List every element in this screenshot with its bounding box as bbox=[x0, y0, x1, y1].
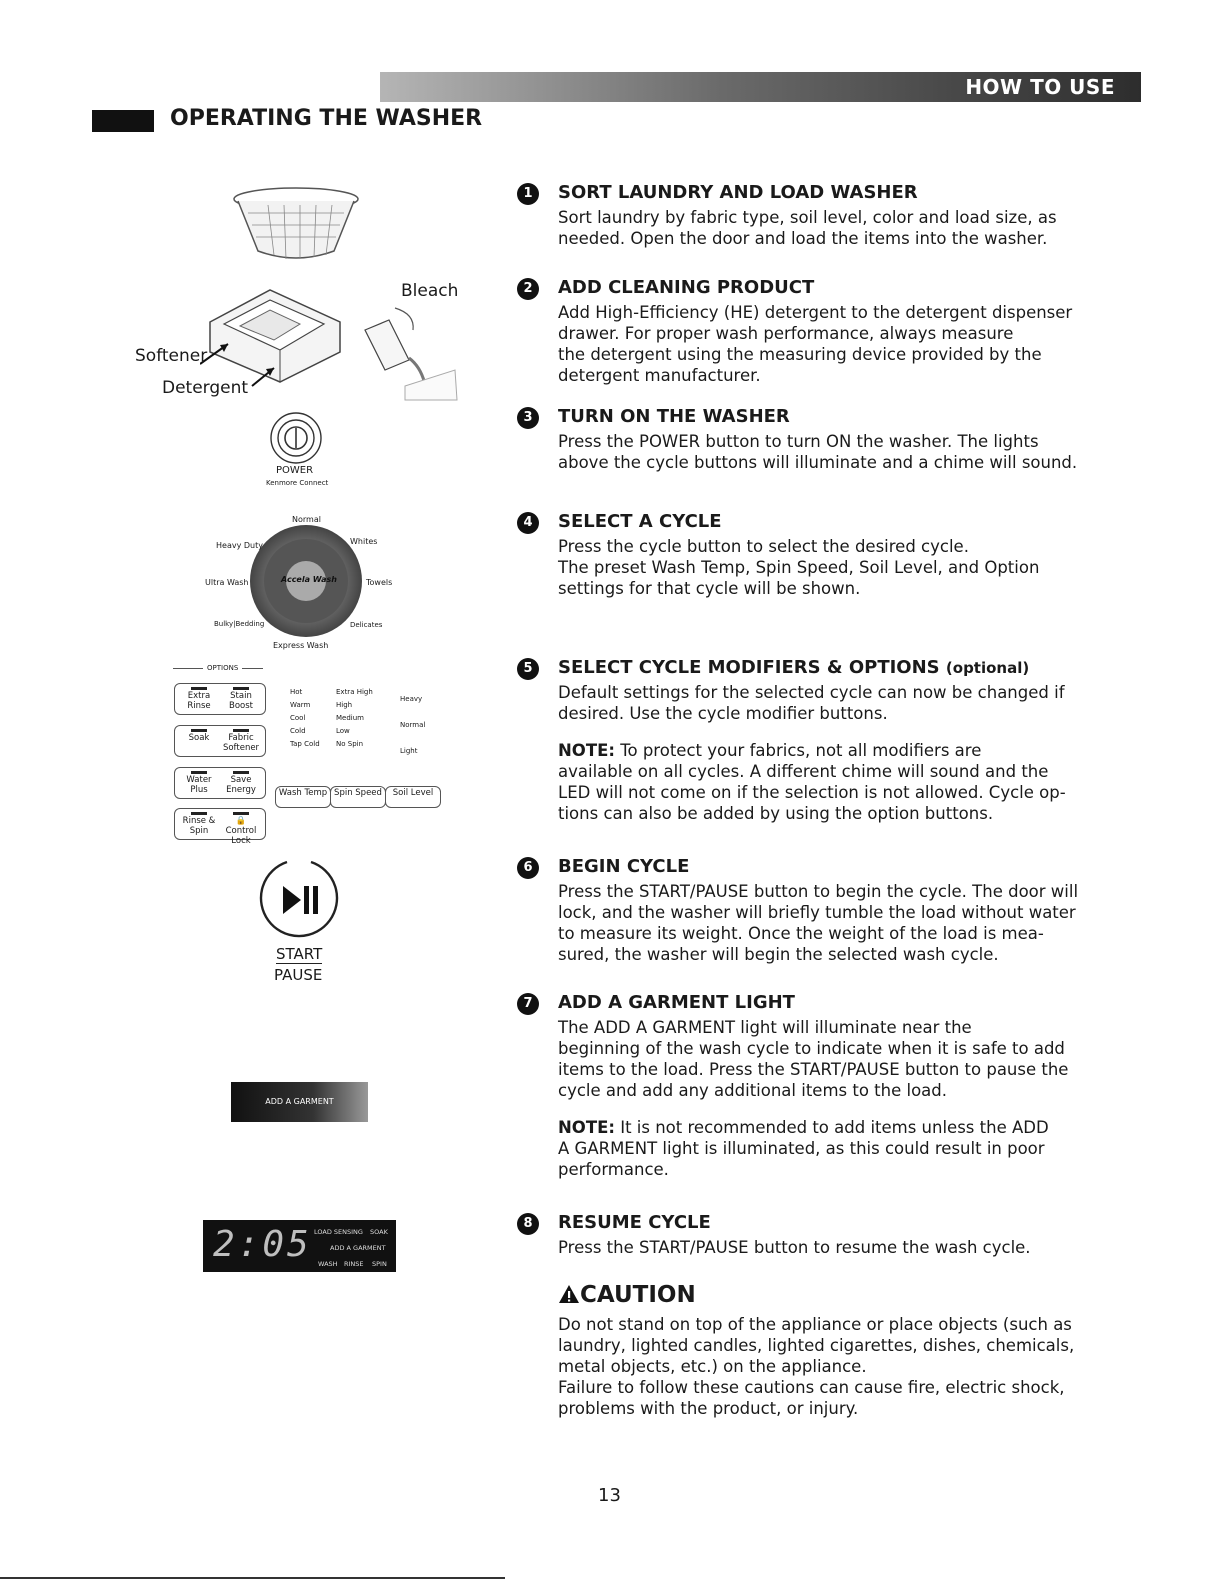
step-number: 1 bbox=[517, 183, 539, 205]
power-label: POWER bbox=[276, 465, 314, 476]
page-title: OPERATING THE WASHER bbox=[170, 106, 483, 131]
option-pair-4[interactable]: Rinse & Spin 🔒Control Lock bbox=[174, 808, 266, 840]
section-marker bbox=[92, 110, 154, 132]
option-pair-1[interactable]: Extra Rinse Stain Boost bbox=[174, 683, 266, 715]
lock-icon: 🔒 bbox=[235, 816, 247, 826]
spin-speed-button[interactable]: Spin Speed bbox=[330, 786, 386, 808]
section-tab: HOW TO USE bbox=[965, 75, 1115, 99]
laundry-basket-icon bbox=[228, 185, 364, 265]
step-8: 8 RESUME CYCLE Press the START/PAUSE button to resume the wash cycle. bbox=[517, 1211, 1137, 1258]
dial-towels: Towels bbox=[366, 578, 393, 587]
step-7: 7 ADD A GARMENT LIGHT The ADD A GARMENT light will illuminate near the beginning of the wash cycle to indicate when it is safe to add items to the load. Press the START/PAUSE button to pause the cycle and add any additional items to the load. NOTE: It is not recommended to add items unless the ADD A GARMENT light is illuminated, as this could result in poor performance. bbox=[517, 991, 1137, 1180]
option-pair-2[interactable]: Soak Fabric Softener bbox=[174, 725, 266, 757]
step-6: 6 BEGIN CYCLE Press the START/PAUSE button to begin the cycle. The door will lock, and the washer will briefly tumble the load without water to measure its weight. Once the weight of the load is mea- sured, the washer will begin the selected wash cycle. bbox=[517, 855, 1137, 965]
dial-whites: Whites bbox=[350, 537, 378, 546]
kenmore-connect-label: Kenmore Connect bbox=[266, 479, 329, 487]
add-garment-light: ADD A GARMENT bbox=[231, 1082, 368, 1122]
footer-rule bbox=[0, 1577, 505, 1579]
bleach-label: Bleach bbox=[401, 281, 459, 301]
display-digits: 2:05 bbox=[213, 1224, 312, 1265]
step-1: 1 SORT LAUNDRY AND LOAD WASHER Sort laundry by fabric type, soil level, color and load size, as needed. Open the door and load the items into the washer. bbox=[517, 181, 1137, 249]
step-title: SORT LAUNDRY AND LOAD WASHER bbox=[558, 182, 918, 203]
softener-label: Softener bbox=[135, 346, 208, 366]
pause-label: PAUSE bbox=[274, 966, 323, 984]
dial-heavy-duty: Heavy Duty bbox=[216, 541, 263, 550]
caution-block: CAUTION Do not stand on top of the appliance or place objects (such as laundry, lighted candles, lighted cigarettes, dishes, chemicals, metal objects, etc.) on the appliance. Failure to follow these cautions can cause fire, electric shock, problems with the product, or injury. bbox=[558, 1282, 1075, 1418]
step-5: 5 SELECT CYCLE MODIFIERS & OPTIONS (optional) Default settings for the selected cycle can now be changed if desired. Use the cycle modifier buttons. NOTE: To protect your fabrics, not all modifiers are available on all cycles. A different chime will sound and the LED will not come on if the selection is not allowed. Cycle op- tions can also be added by using the option buttons. bbox=[517, 656, 1137, 824]
page-number: 13 bbox=[598, 1485, 621, 1506]
dial-ultra-wash: Ultra Wash bbox=[205, 578, 249, 587]
dial-delicates: Delicates bbox=[350, 621, 383, 629]
start-pause-icon[interactable] bbox=[257, 858, 341, 942]
warning-icon bbox=[558, 1284, 580, 1304]
dispenser-drawer-icon bbox=[200, 282, 350, 392]
detergent-label: Detergent bbox=[162, 378, 249, 398]
step-3: 3 TURN ON THE WASHER Press the POWER button to turn ON the washer. The lights above the cycle buttons will illuminate and a chime will sound. bbox=[517, 405, 1137, 473]
options-label: OPTIONS bbox=[203, 664, 242, 672]
option-pair-3[interactable]: Water Plus Save Energy bbox=[174, 767, 266, 799]
caution-title: CAUTION bbox=[580, 1282, 696, 1308]
dial-center-label: Accela Wash bbox=[281, 575, 337, 584]
temp-levels: Hot Warm Cool Cold Tap Cold bbox=[290, 688, 320, 748]
soil-level-button[interactable]: Soil Level bbox=[385, 786, 441, 808]
bleach-cup-icon bbox=[345, 300, 460, 402]
power-button-icon[interactable] bbox=[268, 410, 324, 466]
step-4: 4 SELECT A CYCLE Press the cycle button to select the desired cycle. The preset Wash Temp, Spin Speed, Soil Level, and Option settings for that cycle will be shown. bbox=[517, 510, 1137, 599]
soil-levels: Heavy Normal Light bbox=[400, 695, 426, 755]
wash-temp-button[interactable]: Wash Temp bbox=[275, 786, 331, 808]
dial-bulky-bedding: Bulky|Bedding bbox=[214, 620, 265, 628]
step-2: 2 ADD CLEANING PRODUCT Add High-Efficiency (HE) detergent to the detergent dispenser drawer. For proper wash performance, always measure the detergent using the measuring device provided by the detergent manufacturer. bbox=[517, 276, 1137, 386]
dial-normal: Normal bbox=[292, 515, 321, 524]
spin-levels: Extra High High Medium Low No Spin bbox=[336, 688, 373, 748]
dial-express-wash: Express Wash bbox=[273, 641, 329, 650]
start-label: START bbox=[276, 945, 323, 963]
